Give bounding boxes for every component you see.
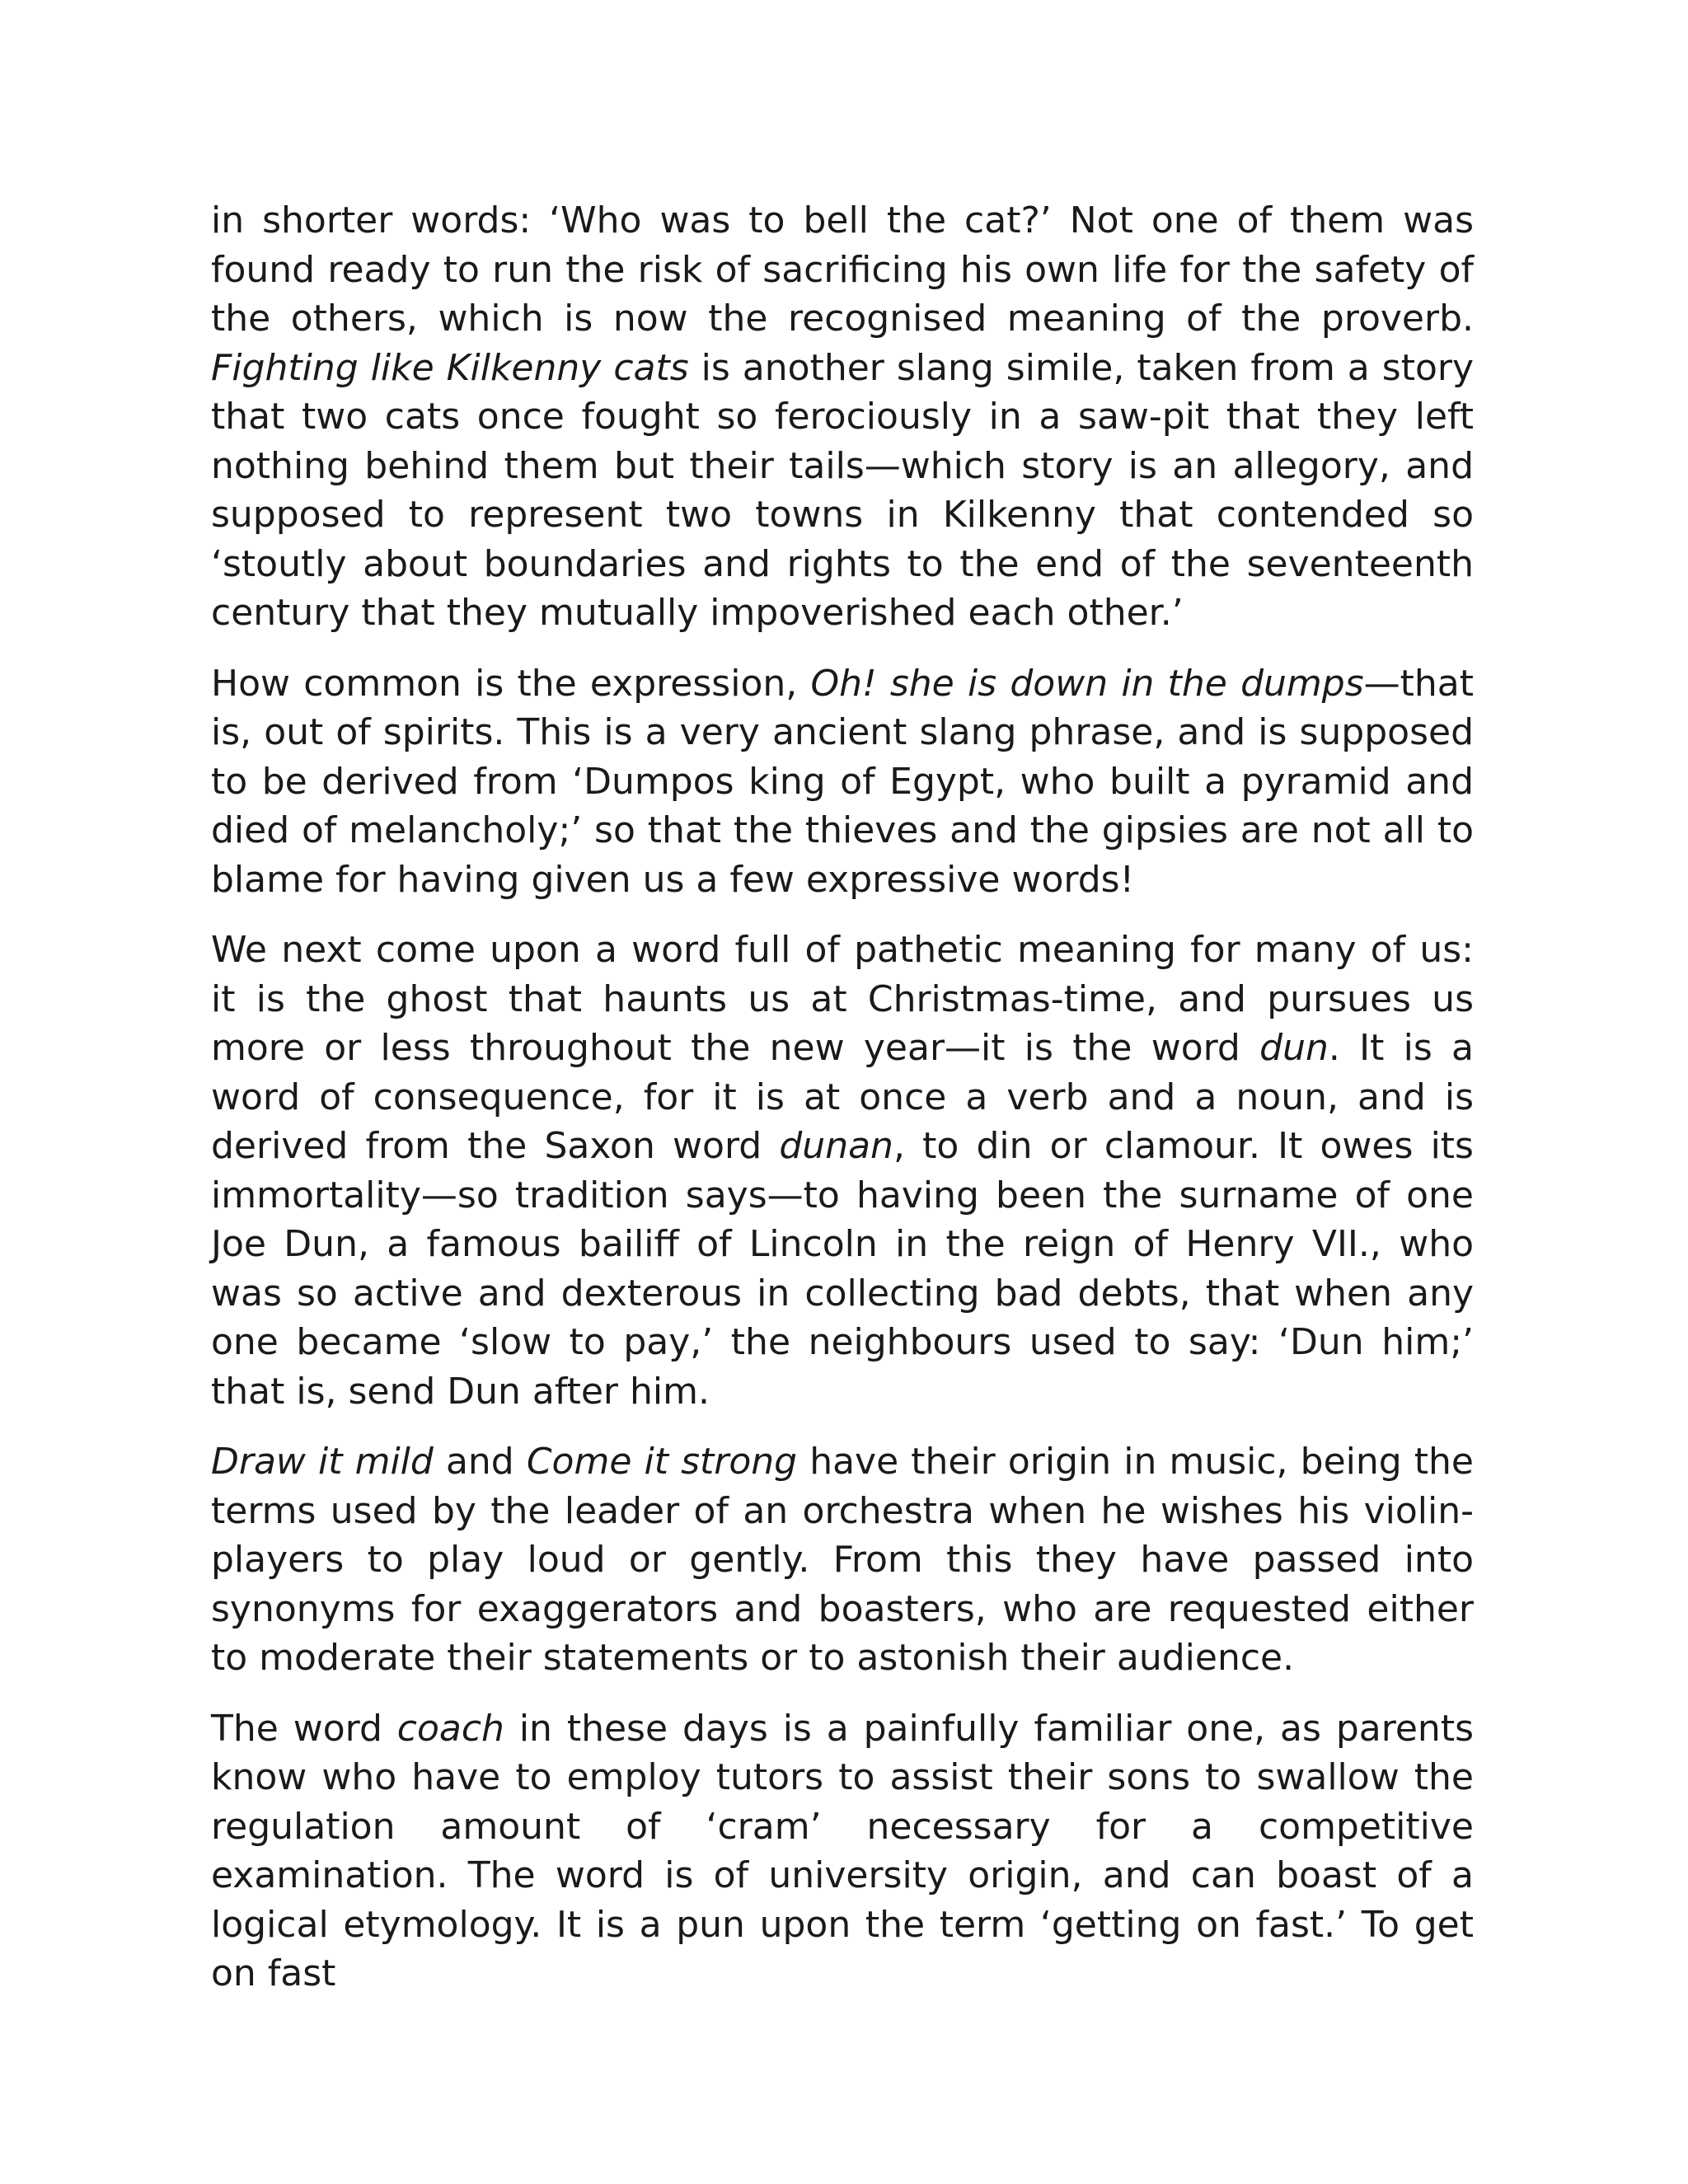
italic-phrase: dun <box>1259 1027 1329 1069</box>
text-run: is another slang simile, taken from a story that two cats once fought so ferociously in a saw-pit that they left nothing behind them but their tails—which story is an allegory, and supposed to represent two towns in Kilkenny that contended so ‘stoutly about boundaries and rights to the end of the seventeenth century that they mutually impoverished each other.’ <box>211 346 1474 634</box>
page-body <box>211 196 1474 1999</box>
paragraph-draw-it-mild <box>211 1437 1474 1683</box>
text-run: How common is the expression, <box>211 662 811 705</box>
paragraph-coach <box>211 1704 1474 1999</box>
paragraph-dun <box>211 926 1474 1416</box>
italic-phrase: Fighting like Kilkenny cats <box>211 346 689 389</box>
text-run: have their origin in music, being the terms used by the leader of an orchestra when he wishes his violin-players to play loud or gently. From this they have passed into synonyms for exaggerators and boasters, who are requested either to moderate their statements or to astonish their audience. <box>211 1441 1474 1679</box>
text-run: The word <box>211 1707 397 1750</box>
italic-phrase: coach <box>396 1707 504 1750</box>
text-run: in shorter words: ‘Who was to bell the cat?’ Not one of them was found ready to run the risk of sacrificing his own life for the safety of the others, which is now the recognised meaning of the proverb. <box>211 199 1474 340</box>
italic-phrase: Come it strong <box>526 1441 798 1483</box>
text-run: , to din or clamour. It owes its immortality—so tradition says—to having been the surname of one Joe Dun, a famous bailiff of Lincoln in the reign of Henry VII., who was so active and dexterous in collecting bad debts, that when any one became ‘slow to pay,’ the neighbours used to say: ‘Dun him;’ that is, send Dun after him. <box>211 1125 1474 1413</box>
text-run: in these days is a painfully familiar one, as parents know who have to employ tutors to assist their sons to swallow the regulation amount of ‘cram’ necessary for a competitive examination. The word is of university origin, and can boast of a logical etymology. It is a pun upon the term ‘getting on fast.’ To get on fast <box>211 1707 1474 1994</box>
text-run: We next come upon a word full of pathetic meaning for many of us: it is the ghost that haunts us at Christmas-time, and pursues us more or less throughout the new year—it is the word <box>211 929 1474 1069</box>
text-run: . It is a word of consequence, for it is at once a verb and a noun, and is derived from the Saxon word <box>211 1027 1474 1167</box>
italic-phrase: dunan <box>779 1125 893 1167</box>
text-run: —that is, out of spirits. This is a very ancient slang phrase, and is supposed to be derived from ‘Dumpos king of Egypt, who built a pyramid and died of melancholy;’ so that the thieves and the gipsies are not all to blame for having given us a few expressive words! <box>211 662 1474 901</box>
italic-phrase: Oh! she is down in the dumps <box>810 662 1364 705</box>
paragraph-dumps <box>211 659 1474 905</box>
paragraph-bell-the-cat <box>211 196 1474 638</box>
text-run: and <box>433 1441 527 1483</box>
italic-phrase: Draw it mild <box>211 1441 434 1483</box>
